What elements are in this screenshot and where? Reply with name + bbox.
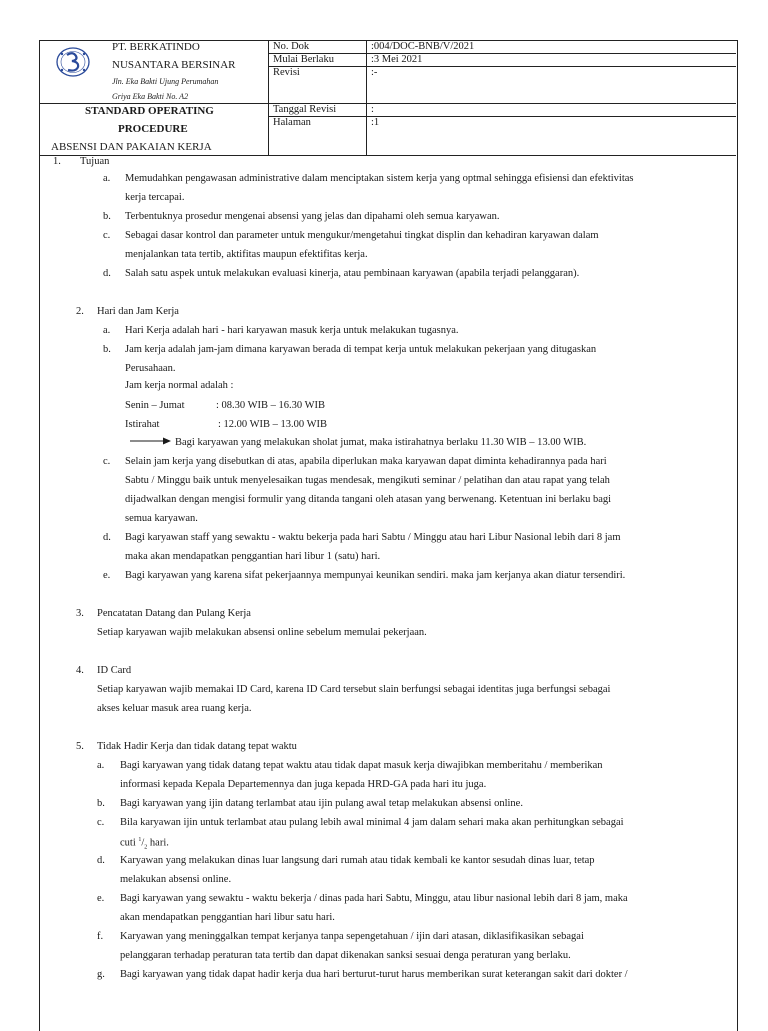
header-bottom-rule bbox=[39, 155, 736, 156]
schedule-label-istirahat: Istirahat bbox=[125, 419, 160, 430]
meta-label-mulai-berlaku: Mulai Berlaku bbox=[273, 54, 334, 65]
meta-value-no-dok: :004/DOC-BNB/V/2021 bbox=[371, 41, 475, 52]
sop-title-line2: PROCEDURE bbox=[118, 123, 188, 135]
section-number: 4. bbox=[76, 665, 84, 676]
paragraph-text: Setiap karyawan wajib memakai ID Card, karena ID Card tersebut slain berfungsi sebagai identitas juga berfungsi sebagai bbox=[97, 684, 611, 695]
company-address-line1: Jln. Eka Bakti Ujung Perumahan bbox=[112, 77, 219, 86]
section-title-pencatatan: Pencatatan Datang dan Pulang Kerja bbox=[97, 608, 251, 619]
company-address-line2: Griya Eka Bakti No. A2 bbox=[112, 92, 189, 101]
meta-value-halaman: :1 bbox=[371, 117, 380, 128]
meta-label-halaman: Halaman bbox=[273, 117, 311, 128]
list-letter: d. bbox=[103, 268, 111, 279]
section-number: 3. bbox=[76, 608, 84, 619]
list-item-text: menjalankan tata tertib, aktifitas maupun efektifitas kerja. bbox=[125, 249, 368, 260]
sop-title-line1: STANDARD OPERATING bbox=[85, 105, 214, 117]
list-letter: d. bbox=[97, 855, 105, 866]
list-item-text: Perusahaan. bbox=[125, 363, 176, 374]
list-item-text: maka akan mendapatkan penggantian hari libur 1 (satu) hari. bbox=[125, 551, 381, 562]
list-item-text: Karyawan yang melakukan dinas luar langsung dari rumah atau tidak kembali ke kantor sesudah dinas luar, tetap bbox=[120, 855, 595, 866]
list-item-text: Bagi karyawan yang tidak dapat hadir kerja dua hari berturut-turut harus memberikan surat keterangan sakit dari dokter / bbox=[120, 969, 628, 980]
list-item-text: Bagi karyawan yang sewaktu - waktu bekerja / dinas pada hari Sabtu, Minggu, atau libur nasional lebih dari 8 jam, maka bbox=[120, 893, 628, 904]
meta-value-mulai-berlaku: :3 Mei 2021 bbox=[371, 54, 423, 65]
list-item-text: Karyawan yang meninggalkan tempat kerjanya tanpa sepengetahuan / ijin dari atasan, diklasifikasikan sebagai bbox=[120, 931, 584, 942]
schedule-label-senin: Senin – Jumat bbox=[125, 400, 185, 411]
meta-label-no-dok: No. Dok bbox=[273, 41, 310, 52]
section-title-id-card: ID Card bbox=[97, 665, 132, 676]
list-letter: c. bbox=[103, 230, 111, 241]
paragraph-text: Setiap karyawan wajib melakukan absensi online sebelum memulai pekerjaan. bbox=[97, 627, 427, 638]
list-letter: a. bbox=[103, 325, 111, 336]
list-item-text: Sabtu / Minggu baik untuk menyelesaikan tugas mendesak, mengikuti seminar / pelatihan dan atau rapat yang telah bbox=[125, 475, 610, 486]
fraction-numerator: 1 bbox=[138, 837, 142, 843]
list-letter: a. bbox=[97, 760, 105, 771]
list-letter: b. bbox=[103, 344, 111, 355]
meta-row-rule bbox=[268, 116, 736, 117]
section-number: 1. bbox=[53, 156, 61, 167]
list-item-text: Bagi karyawan yang ijin datang terlambat atau ijin pulang awal tetap melakukan absensi online. bbox=[120, 798, 523, 809]
list-letter: c. bbox=[103, 456, 111, 467]
list-letter: d. bbox=[103, 532, 111, 543]
list-item-text: Memudahkan pengawasan administrative dalam menciptakan sistem kerja yang optmal sehingga efisiensi dan efektivitas bbox=[125, 173, 634, 184]
list-letter: b. bbox=[97, 798, 105, 809]
fraction-suffix: hari. bbox=[147, 837, 169, 849]
section-title-tujuan: Tujuan bbox=[80, 156, 110, 167]
jumat-break-note: Bagi karyawan yang melakukan sholat jumat, maka istirahatnya berlaku 11.30 WIB – 13.00 WIB. bbox=[175, 437, 587, 448]
meta-value-revisi: :- bbox=[371, 67, 378, 78]
schedule-value-istirahat: : 12.00 WIB – 13.00 WIB bbox=[218, 419, 327, 430]
list-item-text: akan mendapatkan penggantian hari libur satu hari. bbox=[120, 912, 335, 923]
header-column-rule bbox=[366, 40, 367, 155]
fraction-denominator: 2 bbox=[144, 844, 148, 851]
list-item-text: Sebagai dasar kontrol dan parameter untuk mengukur/mengetahui tingkat displin dan kehadiran karyawan dalam bbox=[125, 230, 599, 241]
meta-label-tanggal-revisi: Tanggal Revisi bbox=[273, 104, 337, 115]
schedule-value-senin: : 08.30 WIB – 16.30 WIB bbox=[216, 400, 325, 411]
list-letter: e. bbox=[103, 570, 111, 581]
list-item-text: cuti $^1/_2$ hari. bbox=[120, 837, 169, 851]
company-logo-icon bbox=[54, 45, 92, 79]
list-item-text: Terbentuknya prosedur mengenai absensi yang jelas dan dipahami oleh semua karyawan. bbox=[125, 211, 500, 222]
list-item-text: Bagi karyawan staff yang sewaktu - waktu bekerja pada hari Sabtu / Minggu atau hari Libur Nasional lebih dari 8 jam bbox=[125, 532, 621, 543]
section-title-hari-jam-kerja: Hari dan Jam Kerja bbox=[97, 306, 179, 317]
section-title-tidak-hadir: Tidak Hadir Kerja dan tidak datang tepat waktu bbox=[97, 741, 297, 752]
list-item-text: dijadwalkan dengan mengisi formulir yang ditanda tangani oleh atasan yang berwenang. Ketentuan ini berlaku bagi bbox=[125, 494, 612, 505]
list-item-text: Salah satu aspek untuk melakukan evaluasi kinerja, atau pembinaan karyawan (apabila terjadi pelanggaran). bbox=[125, 268, 580, 279]
list-item-text: pelanggaran terhadap peraturan tata tertib dan dapat dikenakan sanksi sesuai denga peraturan yang berlaku. bbox=[120, 950, 571, 961]
list-item-text: Bagi karyawan yang karena sifat pekerjaannya mempunyai keunikan sendiri. maka jam kerjanya akan diatur tersendiri. bbox=[125, 570, 626, 581]
list-item-text: melakukan absensi online. bbox=[120, 874, 232, 885]
list-item-text: informasi kepada Kepala Departemennya dan juga kepada HRD-GA pada hari itu juga. bbox=[120, 779, 487, 790]
list-item-text: Jam kerja normal adalah : bbox=[125, 380, 234, 391]
list-item-text: kerja tercapai. bbox=[125, 192, 185, 203]
list-item-text: Jam kerja adalah jam-jam dimana karyawan berada di tempat kerja untuk melakukan pekerjaan yang ditugaskan bbox=[125, 344, 597, 355]
list-item-text: Hari Kerja adalah hari - hari karyawan masuk kerja untuk melakukan tugasnya. bbox=[125, 325, 459, 336]
list-letter: b. bbox=[103, 211, 111, 222]
section-number: 2. bbox=[76, 306, 84, 317]
list-letter: a. bbox=[103, 173, 111, 184]
meta-row-rule bbox=[268, 53, 736, 54]
paragraph-text: akses keluar masuk area ruang kerja. bbox=[97, 703, 252, 714]
meta-label-revisi: Revisi bbox=[273, 67, 300, 78]
header-divider bbox=[39, 103, 736, 104]
list-letter: e. bbox=[97, 893, 105, 904]
arrow-right-icon bbox=[130, 436, 172, 446]
list-letter: f. bbox=[97, 931, 104, 942]
list-item-text: semua karyawan. bbox=[125, 513, 198, 524]
company-name-line1: PT. BERKATINDO bbox=[112, 41, 200, 53]
header-column-rule bbox=[268, 40, 269, 155]
section-number: 5. bbox=[76, 741, 84, 752]
list-item-text: Bila karyawan ijin untuk terlambat atau pulang lebih awal minimal 4 jam dalam sehari maka akan perhitungkan sebagai bbox=[120, 817, 624, 828]
fraction-prefix: cuti bbox=[120, 837, 139, 849]
list-item-text: Bagi karyawan yang tidak datang tepat waktu atau tidak dapat masuk kerja diwajibkan memberitahu / memberikan bbox=[120, 760, 603, 771]
meta-value-tanggal-revisi: : bbox=[371, 104, 374, 115]
meta-row-rule bbox=[268, 66, 736, 67]
company-name-line2: NUSANTARA BERSINAR bbox=[112, 59, 236, 71]
list-item-text: Selain jam kerja yang disebutkan di atas, apabila diperlukan maka karyawan dapat diminta kehadirannya pada hari bbox=[125, 456, 607, 467]
sop-subject: ABSENSI DAN PAKAIAN KERJA bbox=[51, 141, 212, 153]
list-letter: g. bbox=[97, 969, 105, 980]
list-letter: c. bbox=[97, 817, 105, 828]
